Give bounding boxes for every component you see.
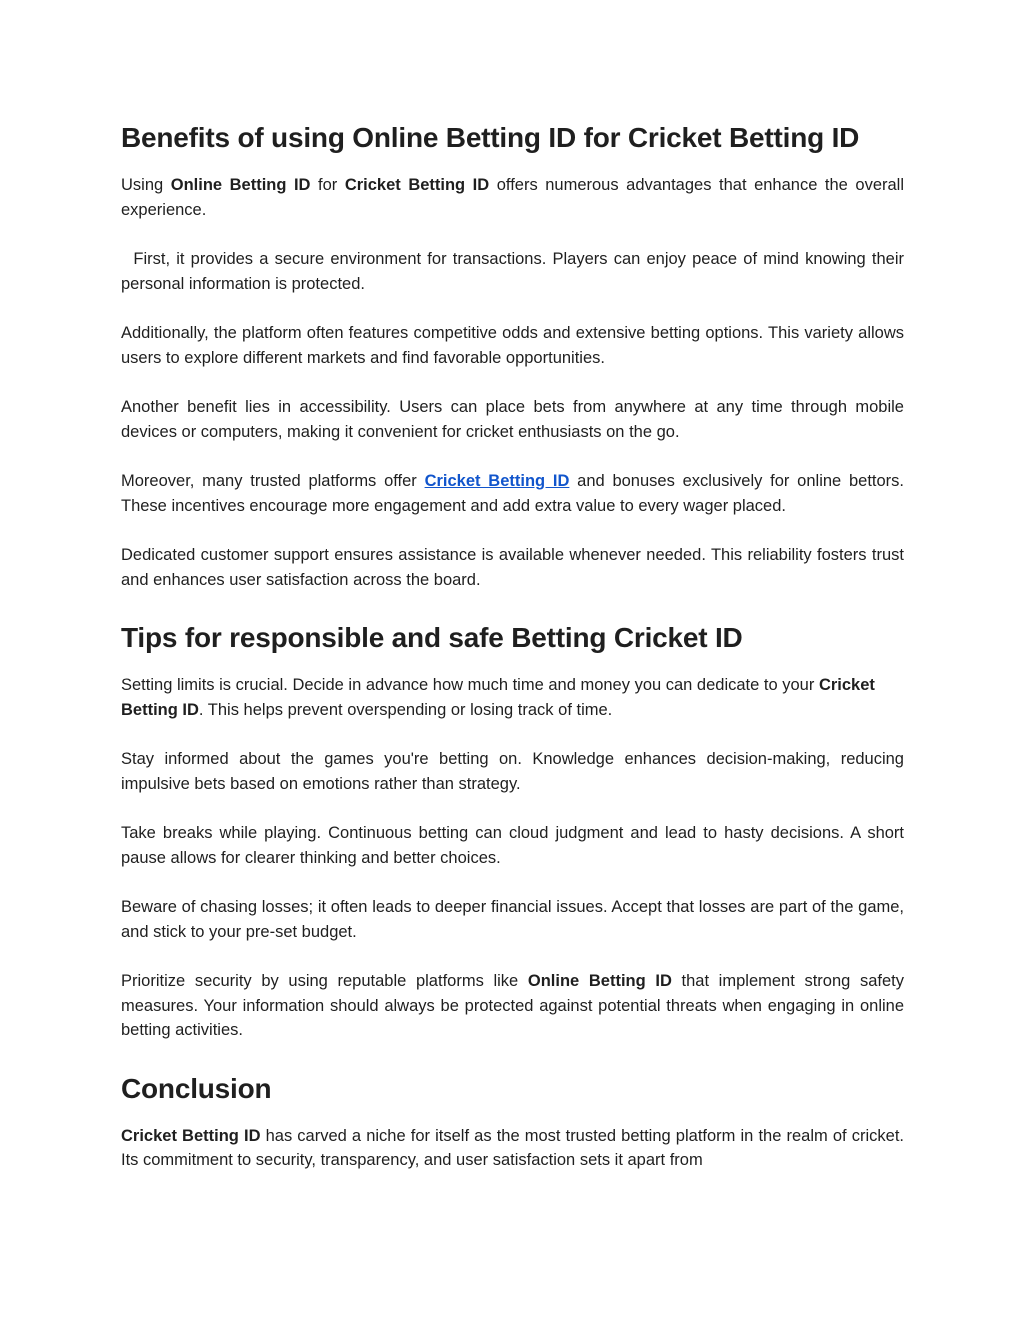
text-run: has carved a niche for itself as the most trusted betting platform in the realm of cricket. Its commitment to security, transparency, and user satisfaction sets it apart from xyxy=(121,1126,904,1169)
benefits-heading: Benefits of using Online Betting ID for Cricket Betting ID xyxy=(121,122,860,153)
text-run: Prioritize security by using reputable platforms like xyxy=(121,972,528,990)
cricket-betting-id-link[interactable]: Cricket Betting ID xyxy=(424,472,570,490)
bold-term-cricket-betting-id: Cricket Betting ID xyxy=(121,676,875,719)
text-run: Moreover, many trusted platforms offer xyxy=(121,472,425,490)
conclusion-heading: Conclusion xyxy=(121,1072,272,1104)
text-run: . This helps prevent overspending or losing track of time. xyxy=(198,700,613,719)
text-run: Setting limits is crucial. Decide in advance how much time and money you can dedicate to your xyxy=(121,676,819,694)
tips-paragraph-breaks: Take breaks while playing. Continuous betting can cloud judgment and lead to hasty decisions. A short pause allows for clearer thinking and better choices. xyxy=(121,824,904,867)
conclusion-section xyxy=(121,1071,904,1173)
text-run: offers numerous advantages that enhance the overall experience. xyxy=(121,176,904,219)
benefits-paragraph-intro xyxy=(121,173,904,222)
benefits-paragraph-security: First, it provides a secure environment for transactions. Players can enjoy peace of mind knowing their personal information is protected. xyxy=(121,250,909,293)
benefits-paragraph-support: Dedicated customer support ensures assistance is available whenever needed. This reliability fosters trust and enhances user satisfaction across the board. xyxy=(121,546,904,589)
document-page xyxy=(121,100,909,1173)
tips-paragraph-losses: Beware of chasing losses; it often leads to deeper financial issues. Accept that losses are part of the game, and stick to your pre-set budget. xyxy=(121,898,904,941)
text-run: that implement strong safety measures. Your information should always be protected against potential threats when engaging in online betting activities. xyxy=(121,972,904,1039)
conclusion-paragraph xyxy=(121,1124,904,1173)
bold-term-cricket-betting-id: Cricket Betting ID xyxy=(344,176,490,194)
tips-heading: Tips for responsible and safe Betting Cricket ID xyxy=(121,622,743,653)
tips-section xyxy=(121,620,904,1043)
bold-term-online-betting-id: Online Betting ID xyxy=(170,176,311,194)
benefits-paragraph-bonuses xyxy=(121,469,904,518)
bold-term-cricket-betting-id: Cricket Betting ID xyxy=(121,1126,261,1145)
benefits-paragraph-odds: Additionally, the platform often features competitive odds and extensive betting options. This variety allows users to explore different markets and find favorable opportunities. xyxy=(121,324,904,367)
text-run: Using xyxy=(121,176,171,194)
tips-paragraph-security xyxy=(121,969,904,1043)
benefits-paragraph-accessibility: Another benefit lies in accessibility. Users can place bets from anywhere at any time through mobile devices or computers, making it convenient for cricket enthusiasts on the go. xyxy=(121,398,904,441)
text-run: for xyxy=(310,176,345,194)
tips-paragraph-limits xyxy=(121,673,904,722)
benefits-section xyxy=(121,120,909,592)
tips-paragraph-informed: Stay informed about the games you're betting on. Knowledge enhances decision-making, reducing impulsive bets based on emotions rather than strategy. xyxy=(121,750,904,793)
bold-term-online-betting-id: Online Betting ID xyxy=(527,972,672,990)
text-run: and bonuses exclusively for online bettors. These incentives encourage more engagement and add extra value to every wager placed. xyxy=(121,472,905,515)
